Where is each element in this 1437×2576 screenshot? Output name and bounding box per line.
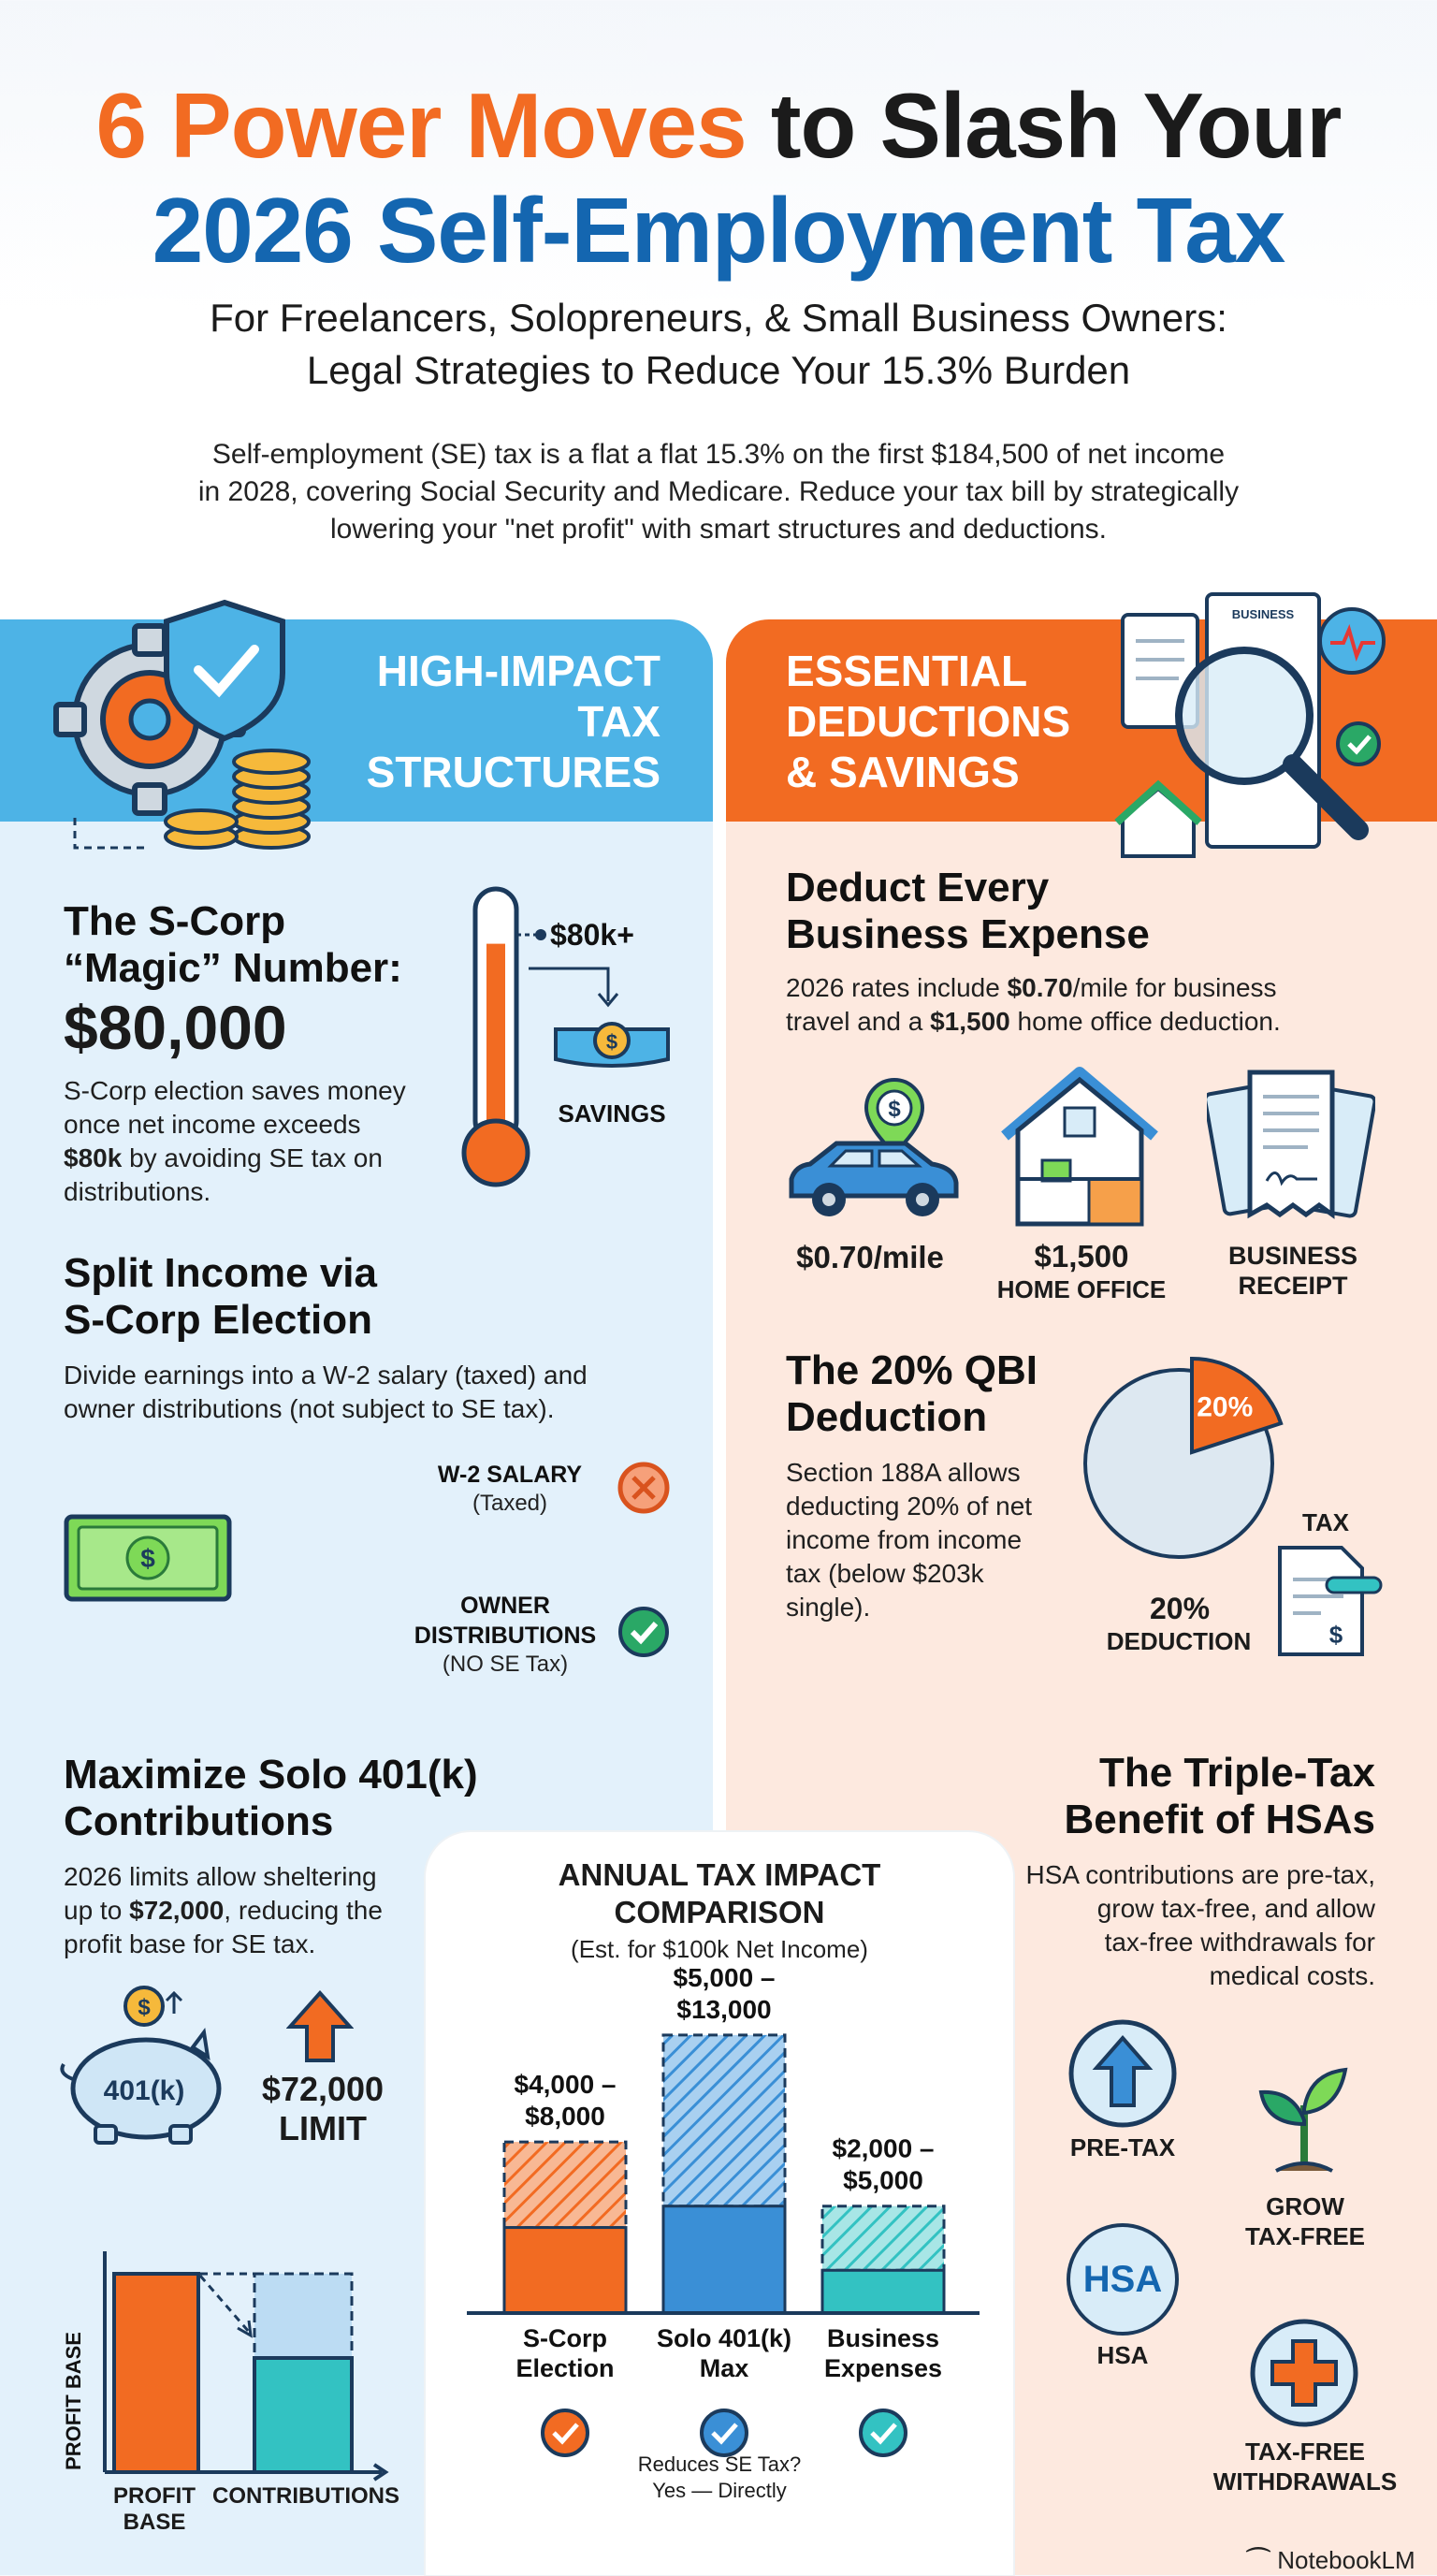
hsa-body-line4: medical costs. (1209, 1961, 1375, 1990)
owner-label-line1: OWNER (460, 1593, 550, 1619)
svg-text:$: $ (138, 1995, 151, 2020)
pretax-label: PRE-TAX (1069, 2133, 1176, 2161)
solo401k-title-line1: Maximize Solo 401(k) (64, 1752, 478, 1797)
brand-logo-icon: ⌒ (1246, 2546, 1271, 2574)
car-label: $0.70/mile (796, 1240, 944, 1274)
impact-bar-chart (426, 1965, 1013, 2489)
title-highlight: 6 Power Moves (95, 74, 747, 177)
scorp-title-line1: The S-Corp (64, 898, 286, 944)
impact-bar-range (504, 2142, 626, 2227)
receipt-label-block (1199, 1241, 1386, 1301)
grow-label-line1: GROW (1266, 2192, 1344, 2220)
impact-footer-line1: Reduces SE Tax? (637, 2452, 802, 2476)
expenses-title-line2: Business Expense (786, 911, 1150, 957)
left-band-line1: HIGH-IMPACT (376, 647, 660, 695)
profit-axis-label: PROFIT BASE (62, 2332, 85, 2470)
page-title (0, 73, 1437, 283)
receipt-label-line1: BUSINESS (1227, 1242, 1358, 1270)
qbi-pie-chart (1076, 1351, 1291, 1566)
hsa-label: HSA (1096, 2341, 1149, 2369)
expenses-body-line2 (786, 1005, 1385, 1039)
scorp-title-line2: “Magic” Number: (64, 945, 402, 991)
expenses-title (786, 865, 1347, 958)
gear-shield-coins-icon (37, 584, 337, 865)
qbi-body-line2: deducting 20% of net (786, 1492, 1033, 1521)
scorp-body-line2: once net income exceeds (64, 1110, 361, 1139)
impact-category-label: Expenses (823, 2354, 943, 2382)
scorp-body-line3 (64, 1142, 457, 1175)
home-label-line1: $1,500 (1034, 1239, 1129, 1273)
contributions-label: CONTRIBUTIONS (212, 2483, 399, 2509)
impact-range-label: $4,000 – (514, 2070, 617, 2100)
right-band-line2: DEDUCTIONS (786, 697, 1071, 746)
impact-range-label: $13,000 (676, 1994, 772, 2024)
limit-line1: $72,000 (261, 2070, 385, 2108)
hsa-body (1001, 1858, 1375, 1993)
impact-category-label: Election (515, 2354, 615, 2382)
impact-title-line1: ANNUAL TAX IMPACT (558, 1857, 881, 1892)
medical-cross-icon (1248, 2317, 1360, 2429)
expenses-body-line2-post: home office deduction. (1009, 1007, 1281, 1036)
intro-line3: lowering your "net profit" with smart structures and deductions. (329, 514, 1107, 545)
piggy-bank-icon (52, 1986, 240, 2145)
impact-bar-low (663, 2206, 785, 2313)
impact-footer-line2: Yes — Directly (652, 2479, 787, 2502)
piggy-label: 401(k) (103, 2075, 185, 2106)
impact-bar-low (822, 2270, 944, 2313)
qbi-body-line3: income from income (786, 1525, 1023, 1554)
solo401k-body-line2-pre: up to (64, 1896, 130, 1925)
receipt-icon (1207, 1065, 1375, 1230)
subtitle-line1: For Freelancers, Solopreneurs, & Small Business Owners: (210, 296, 1227, 340)
solo401k-body-line3: profit base for SE tax. (64, 1929, 316, 1958)
withdraw-label-line1: TAX-FREE (1244, 2438, 1366, 2466)
w2-label: W-2 SALARY (437, 1462, 583, 1488)
impact-title (426, 1856, 1013, 1931)
expenses-body-line1-pre: 2026 rates include (786, 973, 1008, 1002)
profit-base-label (94, 2483, 215, 2536)
solo401k-body (64, 1860, 438, 1961)
tax-label: TAX (1301, 1508, 1350, 1536)
check-circle-icon (543, 2410, 588, 2455)
solo401k-body-line1: 2026 limits allow sheltering (64, 1862, 377, 1891)
hsa-body-line3: tax-free withdrawals for (1104, 1928, 1375, 1957)
impact-bar-range (822, 2206, 944, 2271)
solo401k-body-line2 (64, 1894, 438, 1928)
owner-sub: (NO SE Tax) (442, 1652, 569, 1677)
split-body-line1: Divide earnings into a W-2 salary (taxed) and (64, 1361, 588, 1390)
pie-slice-label: 20% (1197, 1391, 1254, 1423)
home-office-icon (995, 1063, 1164, 1231)
split-title (64, 1250, 662, 1344)
expenses-body-line1-post: /mile for business (1072, 973, 1277, 1002)
impact-subtitle: (Est. for $100k Net Income) (571, 1935, 868, 1963)
grow-label-block (1216, 2191, 1394, 2251)
svg-text:$: $ (140, 1544, 155, 1573)
hsa-title (973, 1750, 1375, 1843)
check-circle-icon (702, 2410, 747, 2455)
check-circle-icon (861, 2410, 906, 2455)
solo401k-title-line2: Contributions (64, 1798, 334, 1844)
brand-mark (1246, 2541, 1415, 2576)
scorp-body-line1: S-Corp election saves money (64, 1076, 406, 1105)
scorp-body-bold: $80k (64, 1143, 123, 1172)
pretax-arrow-icon (1067, 2017, 1179, 2130)
hsa-title-line2: Benefit of HSAs (1064, 1797, 1375, 1842)
pie-caption-line2: DEDUCTION (1106, 1627, 1252, 1655)
expenses-body (786, 971, 1385, 1039)
split-title-line1: Split Income via (64, 1250, 377, 1296)
savings-label: SAVINGS (558, 1099, 666, 1128)
solo401k-title (64, 1752, 494, 1845)
limit-line2: LIMIT (279, 2109, 367, 2147)
intro-line1: Self-employment (SE) tax is a flat a flat 15.3% on the first $184,500 of net income (211, 439, 1226, 470)
impact-bar-low (504, 2228, 626, 2313)
title-rest: to Slash Your (746, 74, 1342, 177)
right-band-line1: ESSENTIAL (786, 647, 1028, 695)
scorp-body-line4: distributions. (64, 1177, 211, 1206)
withdraw-label-line2: WITHDRAWALS (1212, 2467, 1398, 2496)
impact-range-label: $8,000 (525, 2102, 605, 2132)
withdraw-label-block (1198, 2437, 1413, 2496)
car-location-icon (782, 1074, 965, 1230)
impact-range-label: $5,000 – (673, 1965, 776, 1992)
magnifier-documents-icon (1113, 585, 1394, 866)
qbi-title-line1: The 20% QBI (786, 1347, 1038, 1393)
home-label-block (977, 1239, 1186, 1304)
thermo-label: $80k+ (550, 918, 634, 952)
receipt-label-line2: RECEIPT (1238, 1272, 1348, 1300)
impact-range-label: $5,000 (843, 2165, 923, 2195)
tax-document-icon (1274, 1542, 1386, 1660)
check-circle-icon (616, 1604, 672, 1660)
split-title-line2: S-Corp Election (64, 1297, 373, 1343)
thermometer-icon (449, 880, 702, 1198)
impact-bar-range (663, 2035, 785, 2206)
split-body-line2: owner distributions (not subject to SE tax). (64, 1394, 555, 1423)
qbi-body (786, 1456, 1067, 1624)
impact-range-label: $2,000 – (832, 2133, 935, 2163)
intro-text (0, 436, 1437, 548)
solo401k-body-line2-post: , reducing the (224, 1896, 383, 1925)
hsa-title-line1: The Triple-Tax (1098, 1750, 1375, 1796)
expenses-title-line1: Deduct Every (786, 865, 1050, 910)
right-band-line3: & SAVINGS (786, 748, 1020, 796)
subtitle-line2: Legal Strategies to Reduce Your 15.3% Burden (306, 348, 1131, 392)
scorp-title (64, 898, 457, 992)
limit-label (245, 2070, 400, 2148)
impact-category-label: Business (826, 2324, 940, 2352)
profit-base-bar (114, 2274, 198, 2472)
svg-text:$: $ (1328, 1621, 1343, 1649)
svg-text:$: $ (605, 1030, 618, 1054)
expenses-body-bold2: $1,500 (930, 1007, 1010, 1036)
qbi-title-line2: Deduction (786, 1394, 988, 1440)
qbi-body-line4: tax (below $203k (786, 1559, 984, 1588)
scorp-amount: $80,000 (64, 993, 287, 1062)
hsa-body-line2: grow tax-free, and allow (1096, 1894, 1375, 1923)
impact-title-line2: COMPARISON (614, 1895, 825, 1929)
impact-category-label: Solo 401(k) (656, 2324, 792, 2352)
qbi-body-line5: single). (786, 1593, 871, 1622)
expenses-body-line2-pre: travel and a (786, 1007, 931, 1036)
impact-category-label: S-Corp (523, 2324, 607, 2352)
w2-sub: (Taxed) (472, 1491, 548, 1516)
grow-label-line2: TAX-FREE (1244, 2222, 1366, 2250)
solo401k-body-bold: $72,000 (129, 1896, 225, 1925)
doc-business-label: BUSINESS (1231, 607, 1295, 621)
owner-label-block (402, 1591, 608, 1679)
hsa-body-line1: HSA contributions are pre-tax, (1025, 1860, 1375, 1889)
expenses-body-line1 (786, 971, 1385, 1005)
title-line2: 2026 Self-Employment Tax (152, 179, 1285, 282)
sheltered-portion (254, 2274, 352, 2358)
w2-label-block (412, 1460, 608, 1518)
qbi-body-line1: Section 188A allows (786, 1458, 1021, 1487)
intro-line2: in 2028, covering Social Security and Medicare. Reduce your tax bill by strategically (197, 476, 1240, 507)
expenses-body-bold1: $0.70 (1007, 973, 1073, 1002)
scorp-body (64, 1074, 457, 1209)
profit-base-chart (56, 2242, 402, 2519)
hsa-badge-icon: HSA (1067, 2223, 1179, 2336)
x-circle-icon (616, 1460, 672, 1516)
split-body (64, 1359, 681, 1426)
pie-caption-line1: 20% (1149, 1592, 1211, 1625)
impact-footer (426, 2452, 1013, 2504)
profit-base-label-line2: BASE (123, 2510, 186, 2535)
brand-name: NotebookLM (1277, 2546, 1415, 2574)
left-band-line3: STRUCTURES (366, 748, 660, 796)
cash-bill-icon (64, 1514, 232, 1602)
profit-base-label-line1: PROFIT (113, 2483, 196, 2509)
left-band-line2: TAX (577, 697, 660, 746)
sprout-icon (1248, 2059, 1360, 2176)
arrow-up-icon (286, 1989, 354, 2064)
owner-label-line2: DISTRIBUTIONS (414, 1623, 597, 1649)
subtitle (0, 292, 1437, 397)
scorp-body-line3-rest: by avoiding SE tax on (122, 1143, 383, 1172)
left-band-title (309, 646, 660, 797)
svg-text:$: $ (888, 1097, 901, 1122)
home-label-line2: HOME OFFICE (996, 1275, 1167, 1303)
impact-category-label: Max (699, 2354, 749, 2382)
contributions-bar (254, 2358, 352, 2472)
